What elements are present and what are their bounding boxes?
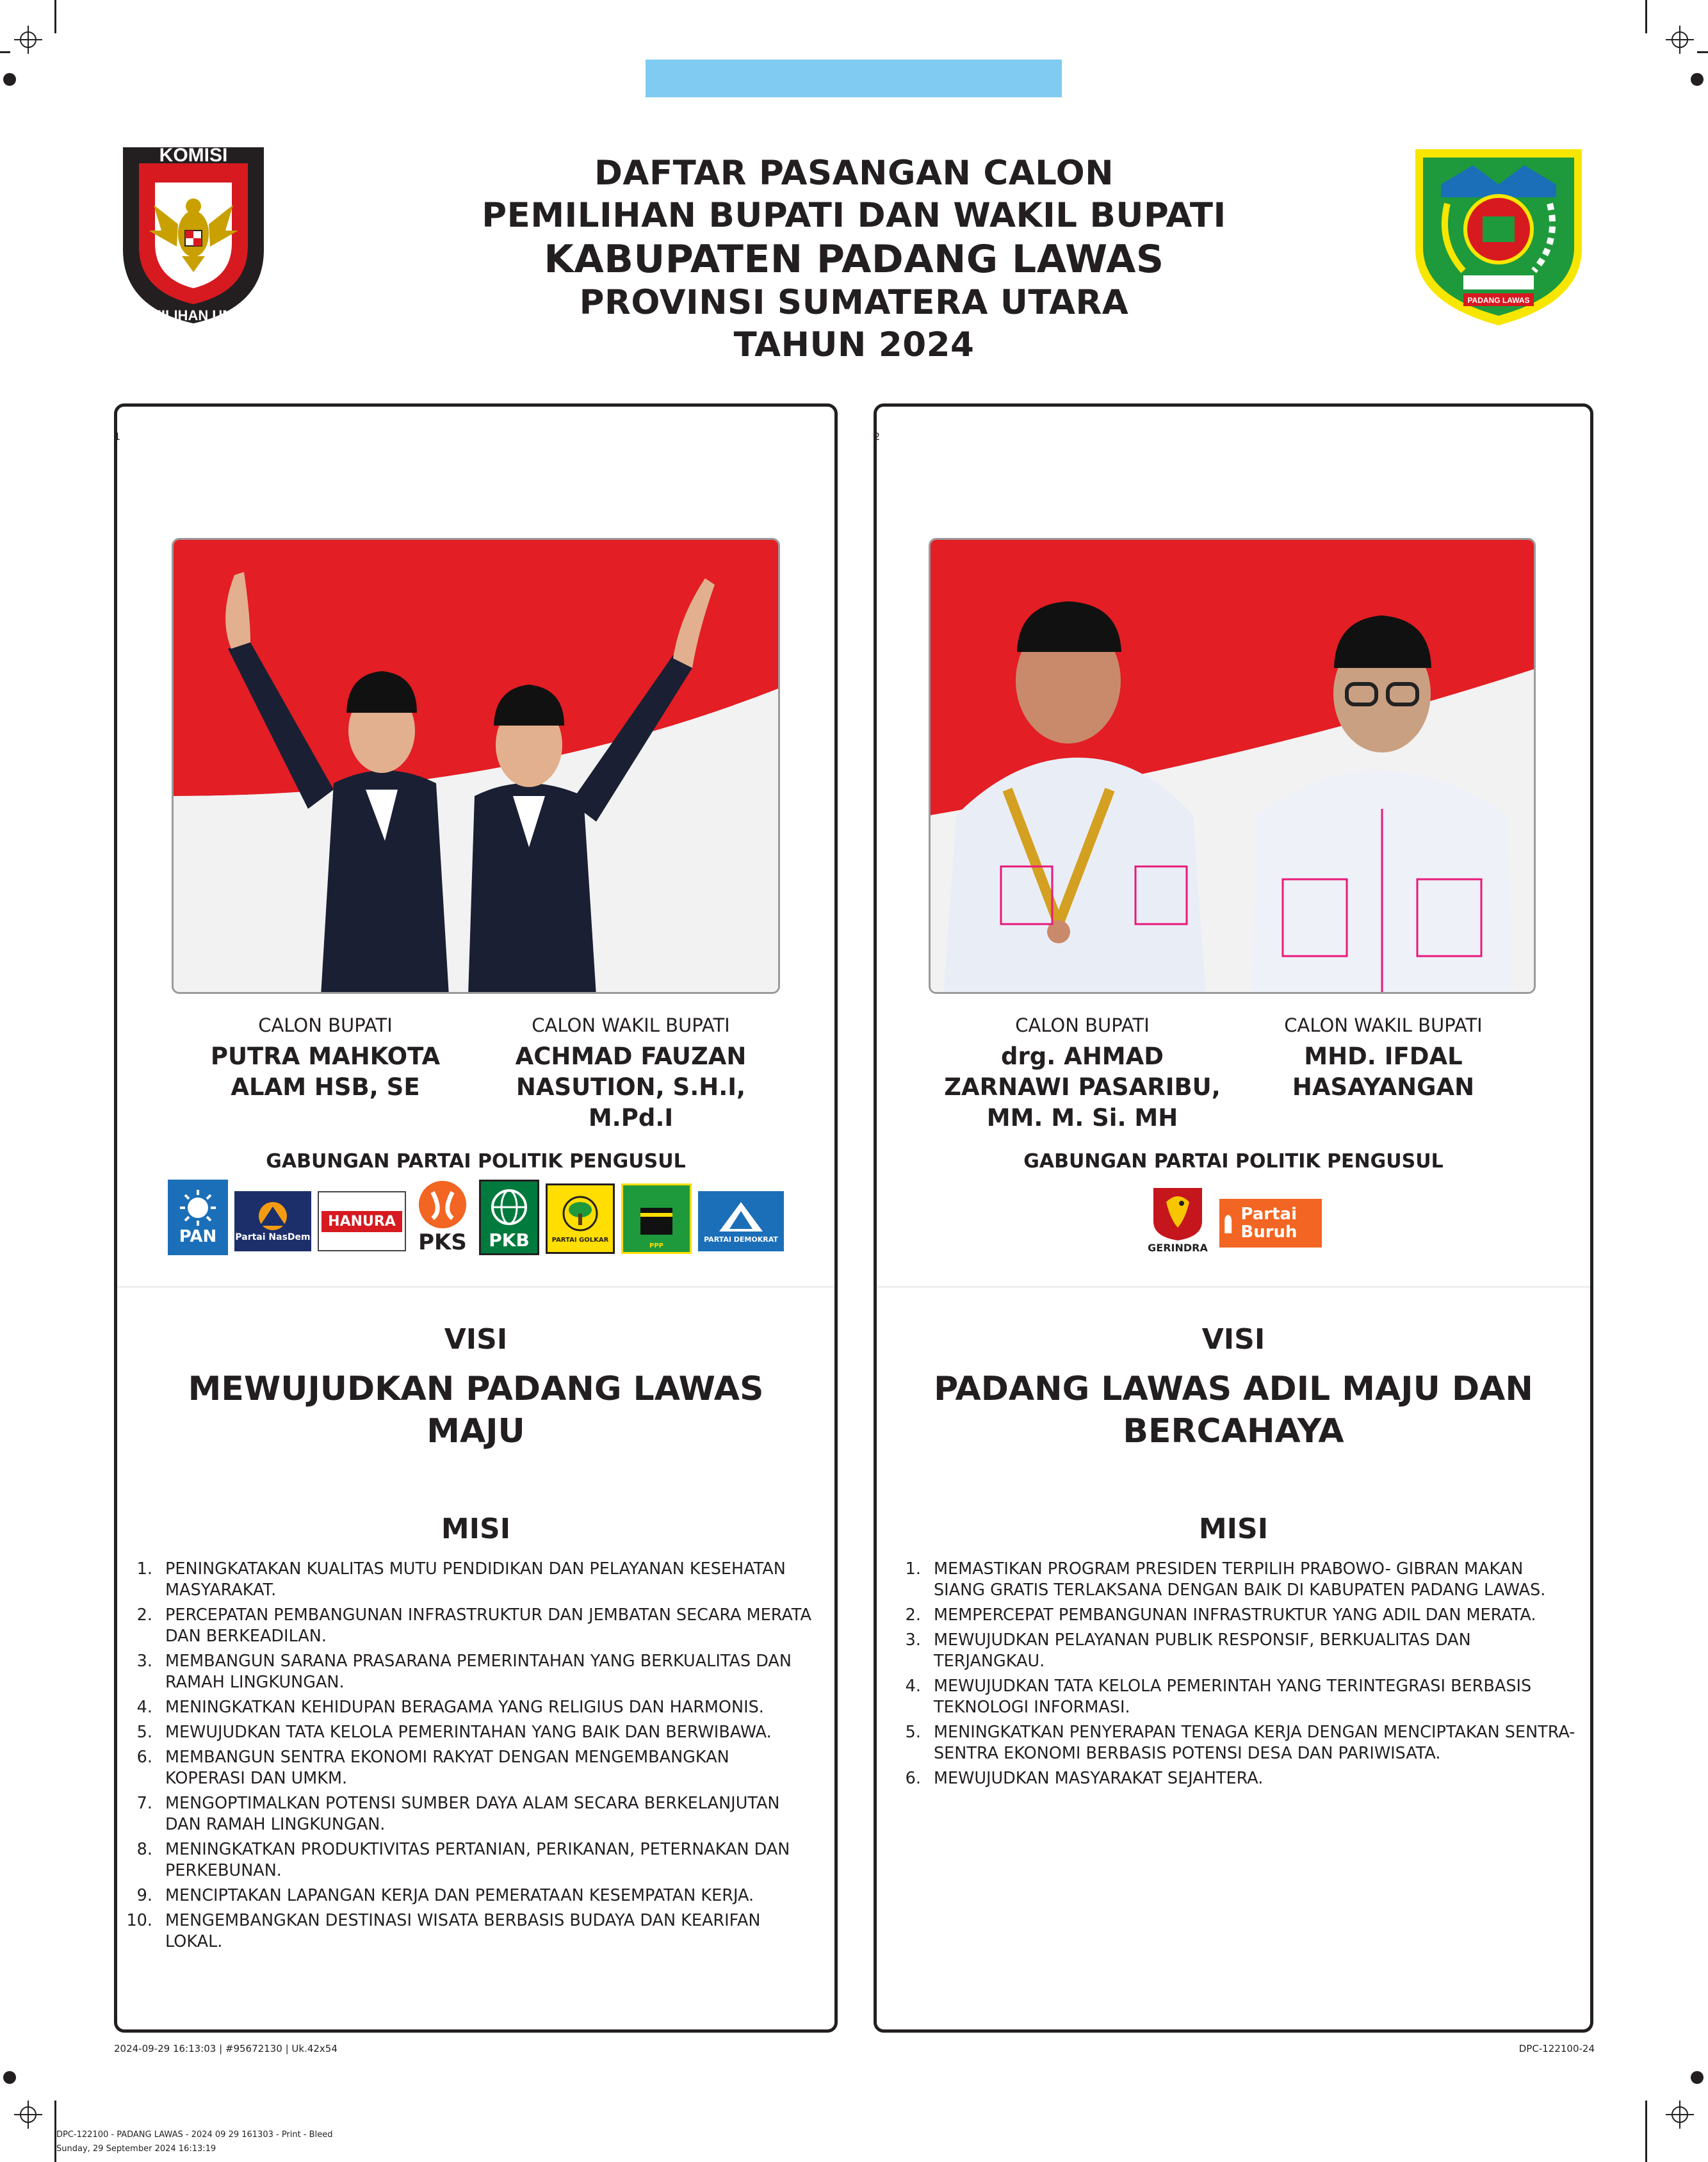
misi-item	[890, 1676, 1575, 1718]
party-name: PARTAI DEMOKRAT	[704, 1235, 778, 1244]
crop-mark	[1645, 2101, 1647, 2162]
misi-item	[122, 1793, 813, 1835]
document-header	[359, 152, 1349, 366]
misi-list	[890, 1559, 1575, 1793]
candidate-photo	[929, 538, 1536, 994]
crop-mark	[1645, 0, 1647, 33]
party-name: Partai NasDem	[235, 1232, 311, 1242]
misi-item-number: 8.	[136, 1840, 152, 1859]
registration-dot	[3, 73, 16, 86]
crop-mark	[54, 0, 56, 33]
misi-item-text: MEWUJUDKAN TATA KELOLA PEMERINTAHAN YANG BAIK DAN BERWIBAWA.	[165, 1723, 772, 1742]
nasdem-emblem-icon	[250, 1200, 295, 1232]
candidate-name-bupati: PUTRA MAHKOTA ALAM HSB, SE	[210, 1043, 441, 1101]
registration-mark-icon	[14, 26, 42, 54]
misi-item-text: MENINGKATKAN PENYERAPAN TENAGA KERJA DENGAN MENCIPTAKAN SENTRA-SENTRA EKONOMI BERBASIS POTENSI DESA DAN PARIWISATA.	[934, 1723, 1575, 1763]
party-name: PARTAI GOLKAR	[551, 1236, 609, 1244]
misi-item-number: 5.	[905, 1723, 921, 1742]
misi-item-text: PENINGKATAKAN KUALITAS MUTU PENDIDIKAN DAN PELAYANAN KESEHATAN MASYARAKAT.	[165, 1559, 786, 1600]
misi-item	[122, 1651, 813, 1693]
party-name: GERINDRA	[1148, 1241, 1208, 1254]
role-label-bupati: CALON BUPATI	[1015, 1014, 1150, 1036]
misi-item-number: 4.	[905, 1677, 921, 1696]
misi-item-number: 3.	[136, 1652, 152, 1671]
misi-item-number: 5.	[136, 1723, 152, 1742]
party-logo-pkb	[479, 1180, 539, 1255]
misi-item-text: MENGEMBANGKAN DESTINASI WISATA BERBASIS BUDAYA DAN KEARIFAN LOKAL.	[165, 1911, 761, 1951]
sun-icon	[179, 1189, 217, 1227]
print-stamp: 2024-09-29 16:13:03 | #95672130 | Uk.42x54	[114, 2043, 338, 2054]
registration-dot	[3, 2071, 16, 2084]
misi-item	[122, 1722, 813, 1743]
banyan-tree-icon	[558, 1194, 603, 1237]
coalition-label: GABUNGAN PARTAI POLITIK PENGUSUL	[266, 1150, 686, 1173]
party-logo-gerindra	[1143, 1178, 1213, 1258]
misi-heading: MISI	[441, 1513, 511, 1545]
registration-dot	[1691, 73, 1704, 86]
registration-mark-icon	[14, 2101, 42, 2129]
header-line: PEMILIHAN BUPATI DAN WAKIL BUPATI	[482, 196, 1226, 235]
misi-item	[122, 1605, 813, 1647]
slug-line: DPC-122100 - PADANG LAWAS - 2024 09 29 161303 - Print - Bleed	[56, 2130, 333, 2140]
header-region: KABUPATEN PADANG LAWAS	[544, 237, 1164, 282]
misi-item-text: MENCIPTAKAN LAPANGAN KERJA DAN PEMERATAAN KESEMPATAN KERJA.	[165, 1886, 754, 1905]
mercy-star-icon	[715, 1199, 767, 1235]
misi-item-text: MENINGKATKAN PRODUKTIVITAS PERTANIAN, PERIKANAN, PETERNAKAN DAN PERKEBUNAN.	[165, 1840, 790, 1880]
misi-item	[890, 1630, 1575, 1672]
misi-item	[122, 1747, 813, 1789]
misi-item-number: 6.	[136, 1748, 152, 1767]
kaaba-icon	[634, 1196, 679, 1241]
misi-item	[122, 1697, 813, 1718]
party-name: HANURA	[321, 1211, 402, 1232]
color-bar	[646, 60, 1062, 97]
misi-item	[890, 1722, 1575, 1764]
slug-line: Sunday, 29 September 2024 16:13:19	[56, 2144, 216, 2154]
header-line: PROVINSI SUMATERA UTARA	[579, 283, 1129, 322]
misi-item-number: 7.	[136, 1794, 152, 1813]
misi-item-text: MEWUJUDKAN PELAYANAN PUBLIK RESPONSIF, BERKUALITAS DAN TERJANGKAU.	[934, 1630, 1471, 1671]
candidate-name-wakil: MHD. IFDAL HASAYANGAN	[1292, 1043, 1475, 1101]
misi-item-text: MEMBANGUN SARANA PRASARANA PEMERINTAHAN YANG BERKUALITAS DAN RAMAH LINGKUNGAN.	[165, 1652, 792, 1692]
hand-icon	[1219, 1207, 1237, 1239]
role-label-bupati: CALON BUPATI	[258, 1014, 393, 1036]
garuda-head-icon	[1147, 1183, 1208, 1242]
visi-heading: VISI	[1201, 1323, 1265, 1356]
party-logo-nasdem	[234, 1191, 311, 1251]
pks-emblem-icon	[414, 1180, 471, 1230]
misi-item-text: MEMBANGUN SENTRA EKONOMI RAKYAT DENGAN MENGEMBANGKAN KOPERASI DAN UMKM.	[165, 1748, 729, 1788]
role-label-wakil: CALON WAKIL BUPATI	[532, 1014, 730, 1036]
misi-item-number: 10.	[126, 1911, 152, 1930]
coalition-label: GABUNGAN PARTAI POLITIK PENGUSUL	[1023, 1150, 1444, 1173]
registration-mark-icon	[1666, 26, 1694, 54]
registration-mark-icon	[1666, 2101, 1694, 2129]
kpu-logo	[110, 134, 277, 327]
misi-item	[890, 1605, 1575, 1626]
visi-text: PADANG LAWAS ADIL MAJU DAN BERCAHAYA	[934, 1370, 1533, 1451]
party-logo-buruh	[1219, 1199, 1322, 1248]
misi-item	[122, 1885, 813, 1906]
misi-item-number: 1.	[136, 1559, 152, 1579]
misi-item-number: 9.	[136, 1886, 152, 1905]
crop-mark	[0, 51, 10, 53]
header-line: DAFTAR PASANGAN CALON	[594, 154, 1114, 193]
misi-item-text: MEWUJUDKAN TATA KELOLA PEMERINTAH YANG TERINTEGRASI BERBASIS TEKNOLOGI INFORMASI.	[934, 1677, 1532, 1717]
party-logo-pan	[168, 1180, 228, 1255]
registration-dot	[1691, 2071, 1704, 2084]
party-name: PKB	[489, 1229, 530, 1251]
misi-item	[890, 1559, 1575, 1601]
party-logo-pks	[412, 1180, 473, 1255]
misi-item-text: MEWUJUDKAN MASYARAKAT SEJAHTERA.	[934, 1769, 1264, 1788]
misi-item-text: MEMASTIKAN PROGRAM PRESIDEN TERPILIH PRABOWO- GIBRAN MAKAN SIANG GRATIS TERLAKSANA DENGAN BAIK DI KABUPATEN PADANG LAWAS.	[934, 1559, 1546, 1600]
party-name: PPP	[649, 1242, 663, 1249]
visi-heading: VISI	[444, 1323, 508, 1356]
misi-item-number: 3.	[905, 1630, 921, 1650]
svg-text:KOMISI: KOMISI	[159, 145, 228, 166]
misi-item-text: PERCEPATAN PEMBANGUNAN INFRASTRUKTUR DAN JEMBATAN SECARA MERATA DAN BERKEADILAN.	[165, 1605, 811, 1646]
svg-text:PADANG LAWAS: PADANG LAWAS	[1467, 296, 1530, 305]
misi-heading: MISI	[1198, 1513, 1269, 1545]
role-label-wakil: CALON WAKIL BUPATI	[1284, 1014, 1483, 1036]
visi-text: MEWUJUDKAN PADANG LAWAS MAJU	[188, 1370, 764, 1451]
padang-lawas-emblem	[1403, 140, 1595, 332]
misi-item-number: 1.	[905, 1559, 921, 1579]
misi-list	[122, 1559, 813, 1956]
globe-icon	[487, 1185, 532, 1230]
candidate-name-wakil: ACHMAD FAUZAN NASUTION, S.H.I, M.Pd.I	[515, 1043, 747, 1132]
misi-item	[122, 1839, 813, 1882]
party-logo-demokrat	[698, 1191, 784, 1251]
misi-item-text: MENGOPTIMALKAN POTENSI SUMBER DAYA ALAM SECARA BERKELANJUTAN DAN RAMAH LINGKUNGAN.	[165, 1794, 780, 1834]
divider	[877, 1286, 1590, 1288]
document-code: DPC-122100-24	[1518, 2043, 1595, 2054]
svg-text:PEMILIHAN UMUM: PEMILIHAN UMUM	[131, 307, 256, 323]
party-logo-ppp	[621, 1183, 692, 1254]
misi-item-text: MEMPERCEPAT PEMBANGUNAN INFRASTRUKTUR YANG ADIL DAN MERATA.	[934, 1605, 1536, 1625]
header-year: TAHUN 2024	[733, 325, 975, 364]
misi-item	[122, 1910, 813, 1953]
party-logo-hanura	[318, 1191, 406, 1251]
party-name: Partai Buruh	[1240, 1205, 1297, 1242]
party-name: PAN	[179, 1227, 217, 1246]
misi-item	[890, 1768, 1575, 1789]
misi-item-number: 6.	[905, 1769, 921, 1788]
misi-item-number: 2.	[905, 1605, 921, 1625]
misi-item-number: 4.	[136, 1698, 152, 1717]
candidate-number: 2	[874, 430, 881, 443]
crop-mark	[1697, 51, 1708, 53]
candidate-name-bupati: drg. AHMAD ZARNAWI PASARIBU, MM. M. Si. MH	[944, 1043, 1221, 1132]
misi-item-number: 2.	[136, 1605, 152, 1625]
divider	[117, 1286, 834, 1288]
candidate-photo	[172, 538, 780, 994]
misi-item	[122, 1559, 813, 1601]
party-name: PKS	[418, 1230, 467, 1255]
candidate-number: 1	[114, 430, 121, 443]
misi-item-text: MENINGKATKAN KEHIDUPAN BERAGAMA YANG RELIGIUS DAN HARMONIS.	[165, 1698, 764, 1717]
party-logo-golkar	[546, 1183, 615, 1254]
